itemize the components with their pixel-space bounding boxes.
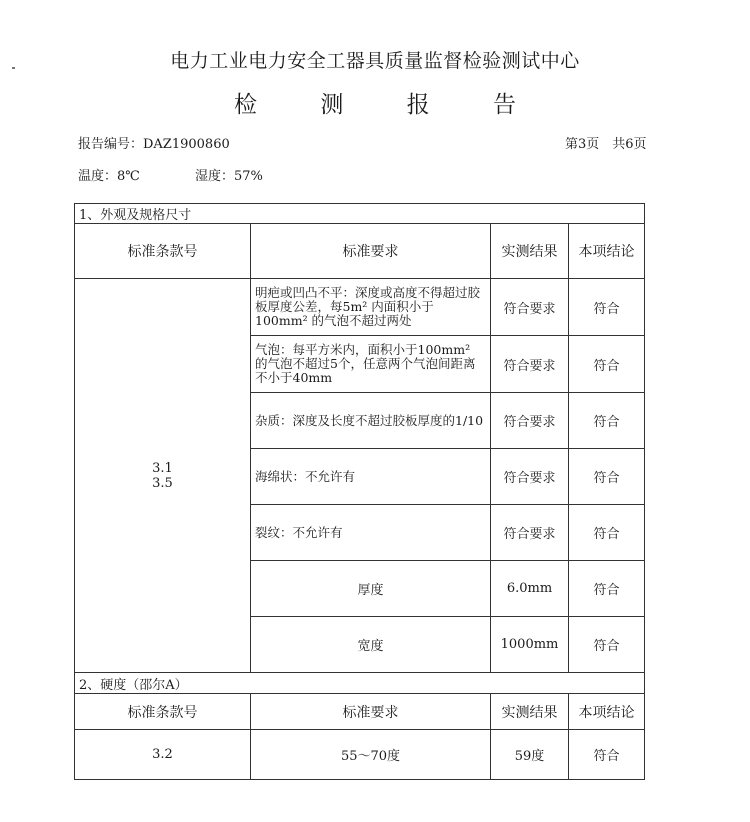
result-cell: 6.0mm <box>491 561 569 617</box>
requirement-cell: 厚度 <box>251 561 491 617</box>
humidity: 湿度：57% <box>195 169 263 184</box>
temperature: 温度：8℃ <box>78 169 140 184</box>
section-title: 1、外观及规格尺寸 <box>75 204 645 224</box>
result-cell: 59度 <box>491 730 569 780</box>
header-result: 实测结果 <box>491 224 569 279</box>
title-char: 测 <box>320 92 344 118</box>
clause-number: 3.5 <box>152 475 173 491</box>
clause-cell <box>75 279 251 673</box>
result-cell: 符合要求 <box>491 393 569 449</box>
conclusion-cell: 符合 <box>569 730 645 780</box>
result-cell: 符合要求 <box>491 449 569 505</box>
clause-number: 3.1 <box>152 460 173 476</box>
result-cell: 符合要求 <box>491 336 569 393</box>
conclusion-cell: 符合 <box>569 279 645 336</box>
result-cell: 符合要求 <box>491 279 569 336</box>
organization-name: 电力工业电力安全工器具质量监督检验测试中心 <box>170 50 580 72</box>
conclusion-cell: 符合 <box>569 336 645 393</box>
title-char: 报 <box>406 92 430 118</box>
clause-cell: 3.2 <box>75 730 251 780</box>
table-row <box>75 730 645 780</box>
conclusion-cell: 符合 <box>569 617 645 673</box>
header-conclusion: 本项结论 <box>569 224 645 279</box>
test-results-table <box>74 203 645 780</box>
result-cell: 1000mm <box>491 617 569 673</box>
requirement-cell: 裂纹：不允许有 <box>251 505 491 561</box>
result-cell: 符合要求 <box>491 505 569 561</box>
header-requirement: 标准要求 <box>251 224 491 279</box>
header-clause: 标准条款号 <box>75 224 251 279</box>
requirement-cell: 明疤或凹凸不平：深度或高度不得超过胶板厚度公差，每5m² 内面积小于100mm² 的气泡不超过两处 <box>251 279 491 336</box>
requirement-cell: 气泡：每平方米内，面积小于100mm² 的气泡不超过5个，任意两个气泡间距离不小于40mm <box>251 336 491 393</box>
table-row <box>75 279 645 336</box>
conclusion-cell: 符合 <box>569 393 645 449</box>
header-result: 实测结果 <box>491 694 569 730</box>
title-char: 检 <box>234 92 258 118</box>
section-title: 2、硬度（邵尔A） <box>75 673 645 694</box>
requirement-cell: 杂质：深度及长度不超过胶板厚度的1/10 <box>251 393 491 449</box>
requirement-cell: 海绵状：不允许有 <box>251 449 491 505</box>
page-indicator: 第3页 共6页 <box>565 137 647 152</box>
header-requirement: 标准要求 <box>251 694 491 730</box>
header-conclusion: 本项结论 <box>569 694 645 730</box>
conclusion-cell: 符合 <box>569 505 645 561</box>
header-clause: 标准条款号 <box>75 694 251 730</box>
report-number: 报告编号：DAZ1900860 <box>78 137 230 152</box>
requirement-cell: 宽度 <box>251 617 491 673</box>
conclusion-cell: 符合 <box>569 449 645 505</box>
conclusion-cell: 符合 <box>569 561 645 617</box>
report-title <box>0 86 750 119</box>
title-char: 告 <box>492 92 516 118</box>
requirement-cell: 55～70度 <box>251 730 491 780</box>
